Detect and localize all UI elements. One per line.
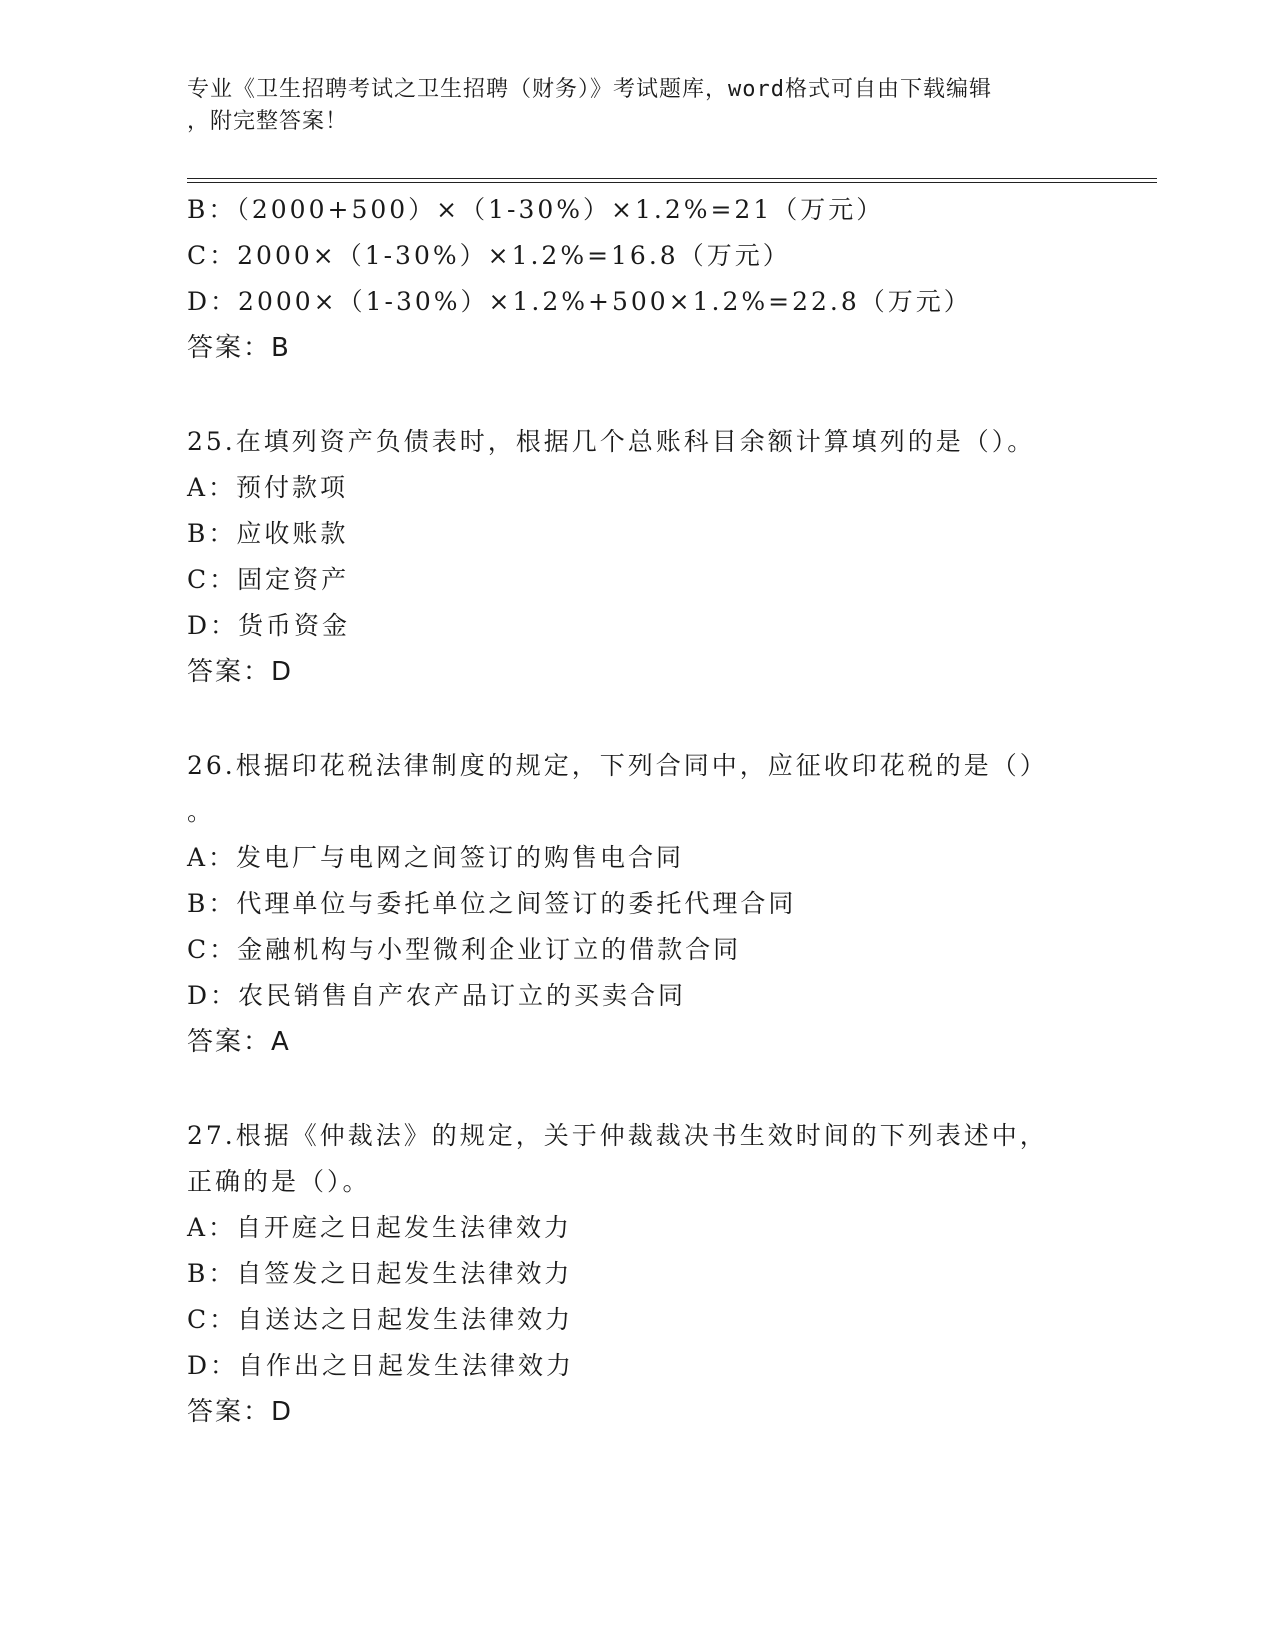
question-stem-line-2: 。	[187, 797, 216, 826]
option-b: B：代理单位与委托单位之间签订的委托代理合同	[187, 889, 797, 918]
header-line-1: 专业《卫生招聘考试之卫生招聘（财务）》考试题库，word格式可自由下载编辑	[187, 77, 992, 102]
option-b: B：应收账款	[187, 519, 349, 548]
option-a: A：发电厂与电网之间签订的购售电合同	[187, 843, 685, 872]
header-line-2: ，附完整答案！	[187, 109, 349, 134]
option-c: C：固定资产	[187, 565, 350, 594]
question-block-27	[187, 1113, 1067, 1435]
spacer	[187, 371, 1067, 419]
option-a: A：自开庭之日起发生法律效力	[187, 1213, 573, 1242]
question-block-26	[187, 743, 1067, 1065]
spacer	[187, 1065, 1067, 1113]
option-d: D：货币资金	[187, 611, 351, 640]
option-d: D：自作出之日起发生法律效力	[187, 1351, 575, 1380]
option-c: C：自送达之日起发生法律效力	[187, 1305, 574, 1334]
answer-label: 答案：D	[187, 1397, 294, 1427]
question-list	[187, 187, 1067, 1435]
option-b: B：（2000+500）×（1-30%）×1.2%=21（万元）	[187, 195, 885, 224]
answer-label: 答案：D	[187, 657, 294, 687]
option-c: C：2000×（1-30%）×1.2%=16.8（万元）	[187, 241, 791, 270]
option-c: C：金融机构与小型微利企业订立的借款合同	[187, 935, 742, 964]
answer-label: 答案：A	[187, 1027, 291, 1057]
spacer	[187, 695, 1067, 743]
document-header	[187, 74, 1067, 138]
option-b: B：自签发之日起发生法律效力	[187, 1259, 573, 1288]
option-d: D：2000×（1-30%）×1.2%+500×1.2%=22.8（万元）	[187, 287, 972, 316]
answer-label: 答案：B	[187, 333, 291, 363]
question-stem-line-1: 27.根据《仲裁法》的规定，关于仲裁裁决书生效时间的下列表述中，	[187, 1121, 1048, 1150]
question-stem-line-2: 正确的是（）。	[187, 1167, 371, 1196]
option-d: D：农民销售自产农产品订立的买卖合同	[187, 981, 687, 1010]
option-a: A：预付款项	[187, 473, 349, 502]
header-divider	[187, 178, 1157, 183]
question-block-prev	[187, 187, 1067, 371]
question-block-25	[187, 419, 1067, 695]
question-stem-line-1: 26.根据印花税法律制度的规定，下列合同中，应征收印花税的是（）	[187, 751, 1048, 780]
question-stem: 25.在填列资产负债表时，根据几个总账科目余额计算填列的是（）。	[187, 427, 1036, 456]
